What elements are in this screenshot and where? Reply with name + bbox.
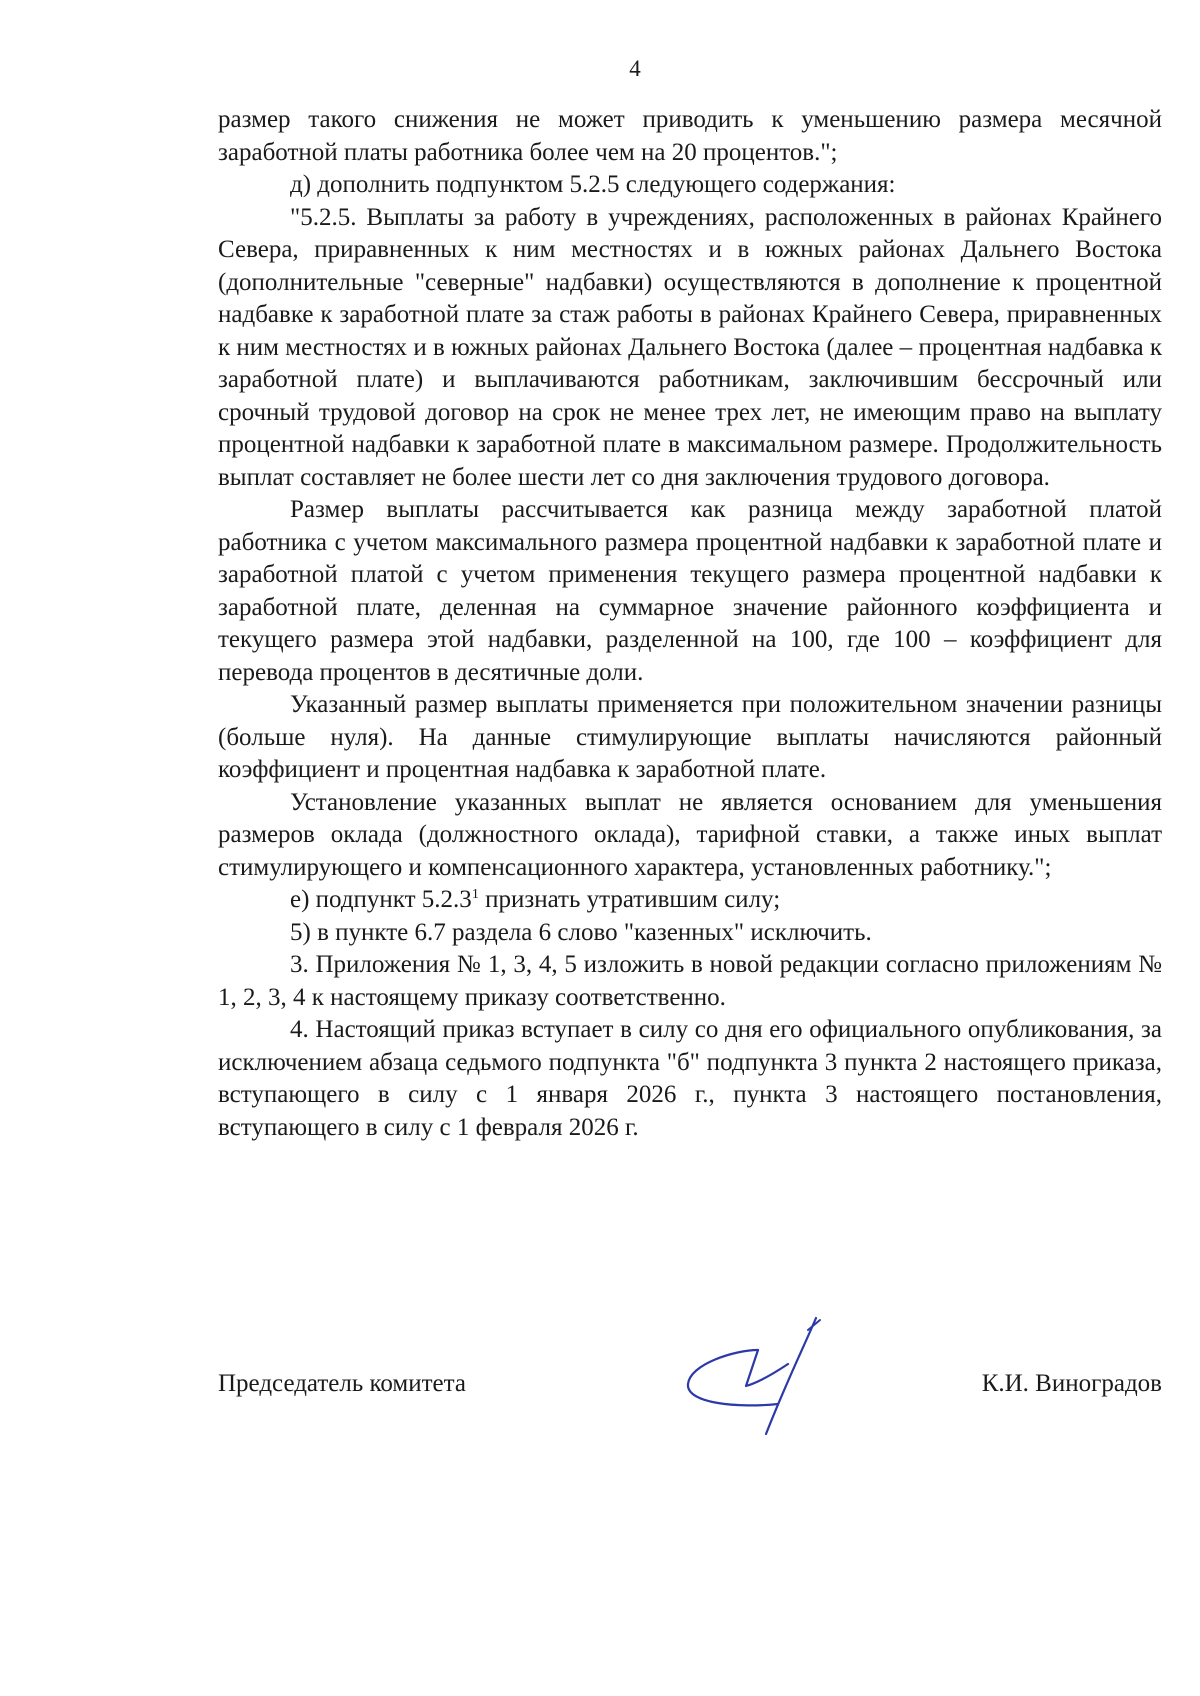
paragraph-payment-basis: Установление указанных выплат не является основанием для уменьшения размеров оклада (должностного оклада), тарифной ставки, а также иных выплат стимулирующего и компенсационного характера, установленных работнику."; (218, 788, 1162, 881)
paragraph-item-e (218, 884, 1162, 917)
paragraph-item-5: 5) в пункте 6.7 раздела 6 слово "казенных" исключить. (290, 918, 872, 946)
paragraph-continuation: размер такого снижения не может приводить к уменьшению размера месячной заработной платы работника более чем на 20 процентов."; (218, 106, 1162, 166)
document-body (218, 104, 1162, 1144)
item-e-superscript: 1 (471, 887, 479, 902)
item-e-text-end: признать утратившим силу; (478, 886, 781, 913)
page-number: 4 (629, 56, 641, 81)
paragraph-payment-application: Указанный размер выплаты применяется при положительном значении разницы (больше нуля). На данные стимулирующие выплаты начисляются районный коэффициент и процентная надбавка к заработной плате. (218, 691, 1162, 783)
paragraph-point-4: 4. Настоящий приказ вступает в силу со дня его официального опубликования, за исключением абзаца седьмого подпункта "б" подпункта 3 пункта 2 настоящего приказа, вступающего в силу с 1 января 2026 г., пункта 3 настоящего постановления, вступающего в силу с 1 февраля 2026 г. (218, 1016, 1162, 1141)
paragraph-point-3: 3. Приложения № 1, 3, 4, 5 изложить в новой редакции согласно приложениям № 1, 2, 3, 4 к настоящему приказу соответственно. (218, 951, 1162, 1011)
paragraph-5-2-5: "5.2.5. Выплаты за работу в учреждениях, расположенных в районах Крайнего Севера, приравненных к ним местностях и в южных районах Дальнего Востока (дополнительные "северные" надбавки) осуществляются в дополнение к процентной надбавке к заработной плате за стаж работы в районах Крайнего Севера, приравненных к ним местностях и в южных районах Дальнего Востока (далее – процентная надбавка к заработной плате) и выплачиваются работникам, заключившим бессрочный или срочный трудовой договор на срок не менее трех лет, не имеющим право на выплату процентной надбавки к заработной плате в максимальном размере. Продолжительность выплат составляет не более шести лет со дня заключения трудового договора. (218, 203, 1162, 491)
signature-block (218, 1370, 1162, 1410)
signatory-name: К.И. Виноградов (981, 1370, 1162, 1397)
paragraph-item-d: д) дополнить подпунктом 5.2.5 следующего содержания: (290, 171, 896, 198)
signatory-position: Председатель комитета (218, 1370, 466, 1397)
paragraph-payment-calculation: Размер выплаты рассчитывается как разница между заработной платой работника с учетом максимального размера процентной надбавки к заработной плате и заработной платой с учетом применения текущего размера процентной надбавки к заработной плате, деленная на суммарное значение районного коэффициента и текущего размера этой надбавки, разделенной на 100, где 100 – коэффициент для перевода процентов в десятичные доли. (218, 496, 1162, 686)
item-e-text: е) подпункт 5.2.3 (290, 886, 472, 913)
